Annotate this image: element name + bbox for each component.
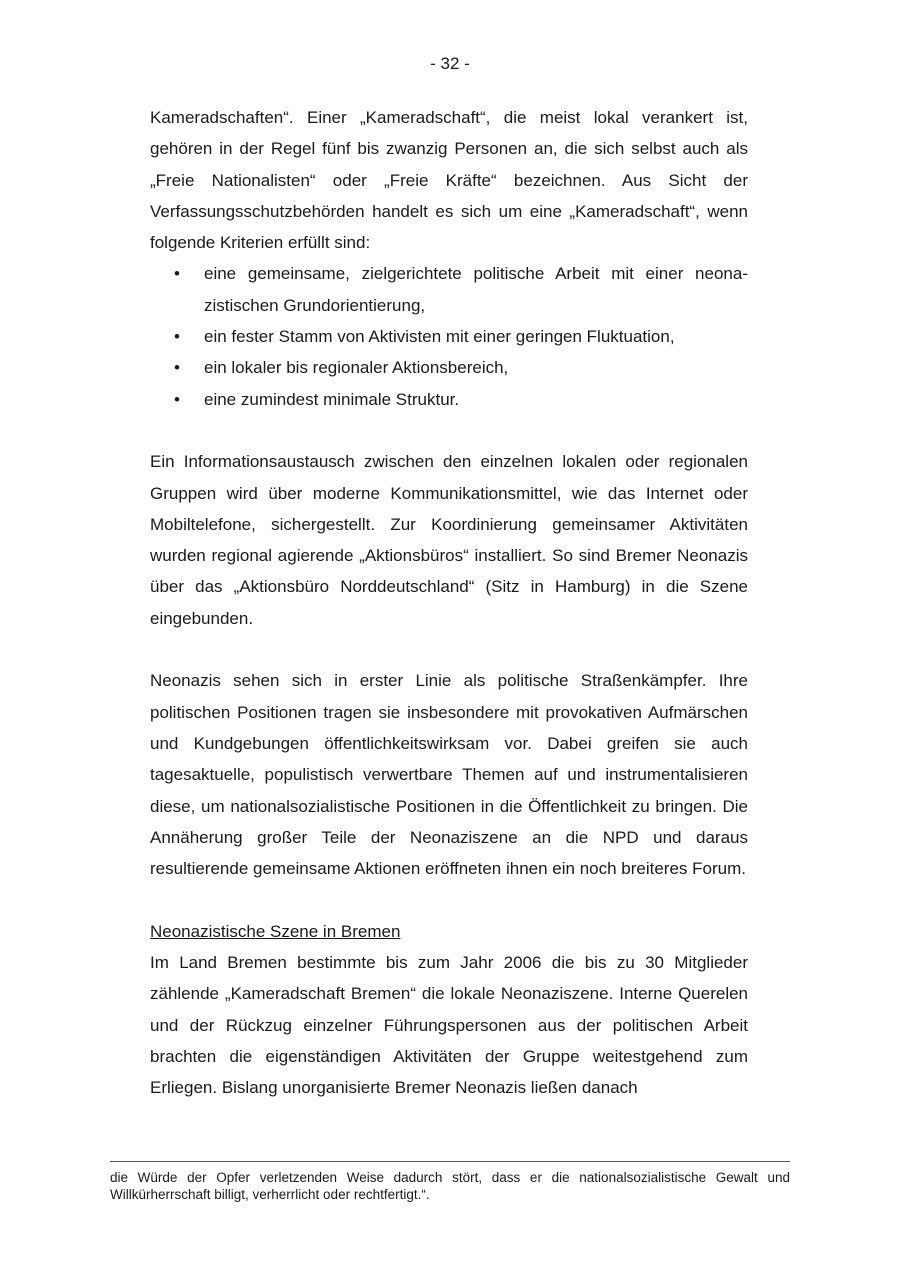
list-item-text: eine zumindest minimale Struktur. (204, 389, 460, 409)
document-body (150, 102, 748, 1104)
list-item (150, 352, 748, 383)
footnote-divider (110, 1161, 790, 1162)
paragraph-street-fighters: Neonazis sehen sich in erster Linie als politische Straßenkämpfer. Ihre politischen Positionen tragen sie insbesondere mit provokativen Aufmärschen und Kundgebungen öffentlichkeitswirksam vor. Dabei greifen sie auch tagesaktuelle, populistisch verwertbare Themen auf und instrumentalisieren diese, um nationalsozialistische Positionen in die Öffentlichkeit zu bringen. Die Annäherung großer Teile der Neonaziszene an die NPD und daraus resultierende gemeinsame Aktionen eröffneten ihnen ein noch breiteres Forum. (150, 671, 748, 879)
section-paragraph: Im Land Bremen bestimmte bis zum Jahr 2006 die bis zu 30 Mitglieder zählende „Kameradschaft Bremen“ die lokale Neonaziszene. Interne Querelen und der Rückzug einzelner Führungspersonen aus der politischen Arbeit brachten die eigenständigen Aktivitäten der Gruppe weitestgehend zum Erliegen. Bislang unorganisierte Bremer Neonazis ließen danach (150, 953, 748, 1098)
bullet-icon: • (174, 327, 180, 347)
bullet-icon: • (174, 358, 180, 378)
page-number: - 32 - (430, 54, 470, 73)
paragraph-communication: Ein Informationsaustausch zwischen den einzelnen lokalen oder regionalen Gruppen wird über moderne Kommunikationsmittel, wie das Internet oder Mobiltelefone, sichergestellt. Zur Koordinierung gemeinsamer Aktivitäten wurden regional agierende „Aktionsbüros“ installiert. So sind Bremer Neonazis über das „Aktionsbüro Norddeutschland“ (Sitz in Hamburg) in die Szene eingebunden. (150, 452, 748, 628)
paragraph-spacer (150, 634, 748, 665)
footnote-text: die Würde der Opfer verletzenden Weise dadurch stört, dass er die nationalsozialistische Gewalt und Willkürherrschaft billigt, verherrlicht oder rechtfertigt.“. (110, 1170, 790, 1202)
paragraph-spacer (150, 884, 748, 915)
section-heading: Neonazistische Szene in Bremen (150, 921, 401, 941)
list-item (150, 321, 748, 352)
intro-paragraph: Kameradschaften“. Einer „Kameradschaft“, die meist lokal verankert ist, gehören in der Regel fünf bis zwanzig Personen an, die sich selbst auch als „Freie Nationalisten“ oder „Freie Kräfte“ bezeichnen. Aus Sicht der Verfassungsschutzbehörden handelt es sich um eine „Kameradschaft“, wenn folgende Kriterien erfüllt sind: (150, 108, 748, 253)
bullet-icon: • (174, 264, 180, 284)
bullet-icon: • (174, 389, 180, 409)
list-item-text: ein fester Stamm von Aktivisten mit einer geringen Fluktuation, (204, 327, 675, 347)
list-item (150, 384, 748, 415)
criteria-list (150, 258, 748, 414)
list-item-text: ein lokaler bis regionaler Aktionsbereich, (204, 358, 509, 378)
list-item-text: eine gemeinsame, zielgerichtete politische Arbeit mit einer neonazistischen Grundorientierung, (204, 264, 748, 315)
list-item (150, 258, 748, 321)
paragraph-spacer (150, 415, 748, 446)
